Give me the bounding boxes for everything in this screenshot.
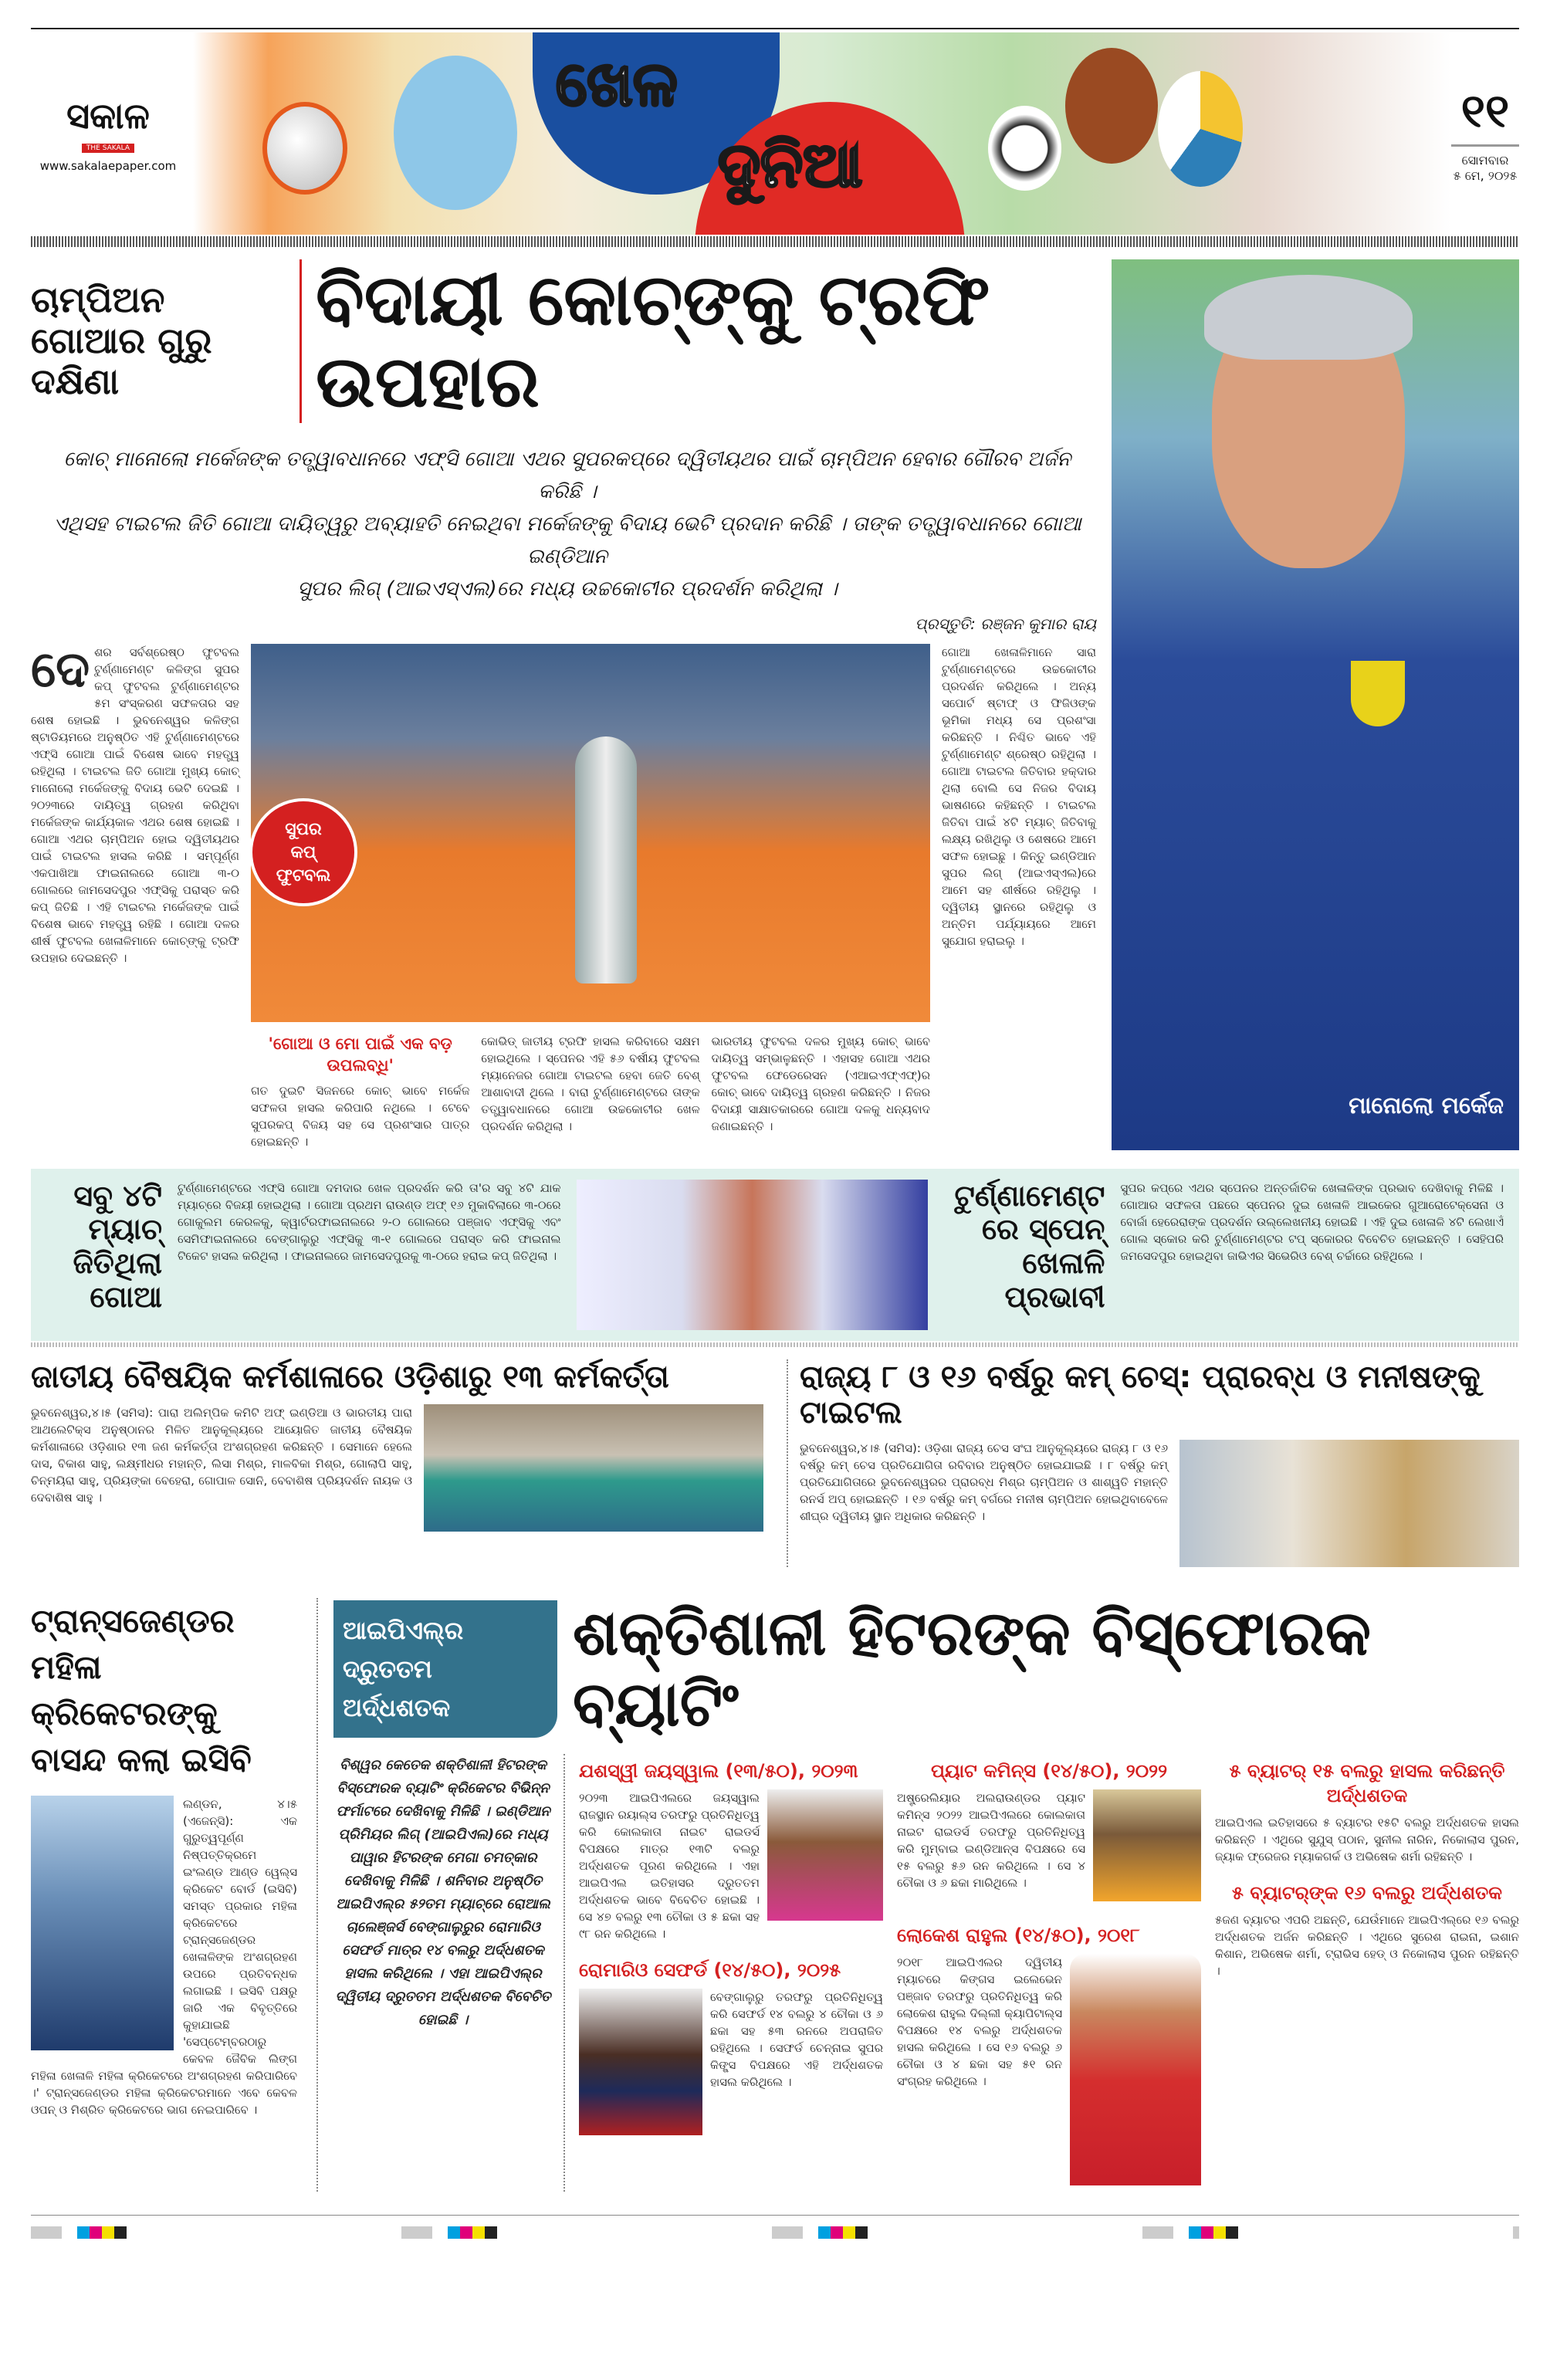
lead-left (31, 259, 1104, 1150)
lead-deck (46, 443, 1088, 605)
entry-title: ୫ ବ୍ୟାଟର୍ ୧୫ ବଲରୁ ହାସଲ କରିଛନ୍ତି ଅର୍ଦ୍ଧଶତକ (1229, 1759, 1505, 1806)
badge-line: କପ୍ (290, 842, 316, 862)
story-body (800, 1440, 1519, 1567)
lead-col1 (31, 641, 239, 1150)
badge-line: ସୁପର (285, 819, 322, 839)
section-title-2: ଦୁନିଆ (718, 129, 863, 201)
logo-subtext: THE SAKALA (82, 144, 134, 153)
story-headline: ଜାତୀୟ ବୈଷୟିକ କର୍ମଶାଳାରେ ଓଡ଼ିଶାରୁ ୧୩ କର୍ମକର୍ତ୍ତା (31, 1359, 669, 1395)
date: ୫ ମେ, ୨୦୨୫ (1453, 168, 1518, 183)
entry-text: ଅଷ୍ଟ୍ରେଲିୟାର ଅଲରାଉଣ୍ଡର ପ୍ୟାଟ କମିନ୍ସ ୨୦୨୨ ଆଇପିଏଲରେ କୋଲକାତା ନାଇଟ ରାଇଡର୍ସ ତରଫରୁ ପ୍ରତିନିଧିତ୍ୱ କରି ମୁମ୍ବାଇ ଇଣ୍ଡିଆନ୍ସ ବିପକ୍ଷରେ ସେ ୧୫ ବଲରୁ ୫୬ ରନ କରିଥିଲେ । ସେ ୪ ଚୌକା ଓ ୬ ଛକା ମାରିଥିଲେ । (897, 1790, 1085, 1890)
story-body (31, 1404, 763, 1532)
lead-col2: ଗତ ଦୁଇଟି ସିଜନରେ କୋଚ୍ ଭାବେ ମର୍କେଜ ସଫଳତା ହାସଲ କରିପାରି ନଥିଲେ । ଟେବେ ସୁପରକପ୍ ବିଜୟ ସହ ସେ ପ୍ରଶଂସାର ପାତ୍ର ହୋଇଛନ୍ତି । (251, 1083, 470, 1149)
sports-collage (394, 56, 517, 210)
lead-kicker: ଚାମ୍ପିଅନ ଗୋଆର ଗୁରୁ ଦକ୍ଷିଣା (31, 279, 212, 403)
chess-winners-photo (1179, 1440, 1519, 1567)
kicker-divider (300, 259, 302, 423)
side-story (31, 1598, 297, 2192)
ipl-headline: ଶକ୍ତିଶାଳୀ ହିଟରଙ୍କ ବିସ୍ଫୋରକ ବ୍ୟାଟିଂ (573, 1596, 1372, 1740)
entry-title: ରୋମାରିଓ ସେଫର୍ଡ (୧୪/୫୦), ୨୦୨୫ (579, 1959, 841, 1981)
football-icon (988, 106, 1061, 191)
ipl-section (316, 1598, 1519, 2192)
banner (193, 32, 1451, 235)
day: ସୋମବାର (1461, 152, 1509, 168)
ipl-col-b (897, 1754, 1201, 2192)
page-number: ୧୧ (1460, 83, 1510, 138)
press-conference-photo (577, 1180, 928, 1330)
ipl-col-a (579, 1754, 883, 2192)
lead-col1-text: ଶର ସର୍ବଶ୍ରେଷ୍ଠ ଫୁଟବଲ ଟୁର୍ଣ୍ଣାମେଣ୍ଟ କଳିଙ୍ଗ ସୁପର କପ୍ ଫୁଟବଲ ଟୁର୍ଣ୍ଣାମେଣ୍ଟର ୫ମ ସଂସ୍କରଣ ସଫଳତାର ସହ ଶେଷ ହୋଇଛି । ଭୁବନେଶ୍ୱର କଳିଙ୍ଗ ଷ୍ଟାଡିୟମରେ ଅନୁଷ୍ଠିତ ଏହି ଟୁର୍ଣ୍ଣାମେଣ୍ଟରେ ଏଫ୍‌ସି ଗୋଆ ପାଇଁ ବିଶେଷ ଭାବେ ମହତ୍ତ୍ୱ ରହିଥିଲା । ଟାଇଟଲ ଜିତି ଗୋଆ ମୁଖ୍ୟ କୋଚ୍ ମାନୋଲୋ ମର୍କେଜଙ୍କୁ ବିଦାୟ ଭେଟି ଦେଇଛି । ୨୦୨୩ରେ ଦାୟିତ୍ୱ ଗ୍ରହଣ କରିଥିବା ମର୍କେଜଙ୍କ କାର୍ଯ୍ୟକାଳ ଏଥର ଶେଷ ହୋଇଛି । ଗୋଆ ଏଥର ଚାମ୍ପିଅନ ହୋଇ ଦ୍ୱିତୀୟଥର ପାଇଁ ଟାଇଟଲ ହାସଲ କରିଛି । ସମ୍ପୂର୍ଣ୍ଣ ଏକପାଖିଆ ଫାଇନାଲରେ ଗୋଆ ୩-୦ ଗୋଲରେ ଜାମସେଦପୁର ଏଫ୍‌ସିକୁ ପରାସ୍ତ କରି କପ୍ ଜିତିଛି । ଏହି ଟାଇଟଲ ମର୍କେଜଙ୍କ ପାଇଁ ବିଶେଷ ଭାବେ ମହତ୍ତ୍ୱ ରହିଛି । ଗୋଆ ଦଳର ଶୀର୍ଷ ଫୁଟବଲ ଖେଳାଳିମାନେ କୋଚ୍‌ଙ୍କୁ ଟ୍ରଫି ଉପହାର ଦେଇଛନ୍ତି । (31, 645, 239, 965)
entry-text: ୨୦୧୮ ଆଇପିଏଲର ଦ୍ୱିତୀୟ ମ୍ୟାଚରେ କିଙ୍ଗସ ଇଲେଭେନ ପଞ୍ଜାବ ତରଫରୁ ପ୍ରତିନିଧିତ୍ୱ କରି ଲୋକେଶ ରାହୁଲ ଦିଲ୍ଲୀ କ୍ୟାପିଟାଲ୍ସ ବିପକ୍ଷରେ ୧୪ ବଲରୁ ଅର୍ଦ୍ଧଶତକ ହାସଲ କରିଥିଲେ । ସେ ୧୬ ବଲରୁ ୬ ଚୌକା ଓ ୪ ଛକା ସହ ୫୧ ରନ ସଂଗ୍ରହ କରିଥିଲେ । (897, 1955, 1062, 2088)
entry-text: ୨୦୨୩ ଆଇପିଏଲରେ ଜୟସ୍ୱାଲ ରାଜସ୍ଥାନ ରୟାଲ୍ସ ତରଫରୁ ପ୍ରତିନିଧିତ୍ୱ କରି କୋଲକାତା ନାଇଟ ରାଇଡର୍ସ ବିପକ୍ଷରେ ମାତ୍ର ୧୩ଟି ବଲରୁ ଅର୍ଦ୍ଧଶତକ ପୂରଣ କରିଥିଲେ । ଏହା ଆଇପିଏଲ ଇତିହାସର ଦ୍ରୁତତମ ଅର୍ଦ୍ଧଶତକ ଭାବେ ବିବେଚିତ ହୋଇଛି । ସେ ୪୭ ବଲରୁ ୧୩ ଚୌକା ଓ ୫ ଛକା ସହ ୯୮ ରନ କରିଥିଲେ । (579, 1790, 760, 1941)
jaiswal-photo (767, 1789, 883, 1921)
trophy-celebration-photo (251, 644, 930, 1022)
entry-text: ଆଇପିଏଲ ଇତିହାସରେ ୫ ବ୍ୟାଟର ୧୫ଟି ବଲରୁ ଅର୍ଦ୍ଧଶତକ ହାସଲ କରିଛନ୍ତି । ଏଥିରେ ସୁଯୁସ୍ ପଠାନ, ସୁନୀଲ ନାରିନ, ନିକୋଲାସ ପୁରନ, ଜ୍ୟାକ ଫ୍ରେଜର ମ୍ୟାକଗର୍କ ଓ ଅଭିଷେକ ଶର୍ମା ରହିଛନ୍ତି । (1215, 1815, 1519, 1864)
lead-body (31, 641, 1104, 1150)
cricket-ball-icon (262, 102, 347, 195)
lead-story (31, 259, 1519, 1150)
basketball-icon (1065, 48, 1158, 164)
page-info (1451, 84, 1519, 184)
top-rule (31, 28, 1519, 29)
lead-headline: ବିଦାୟୀ କୋଚ୍‌ଙ୍କୁ ଟ୍ରଫି ଉପହାର (316, 259, 990, 423)
trophy (575, 736, 637, 983)
lead-col4: ଭାରତୀୟ ଫୁଟବଲ ଦଳର ମୁଖ୍ୟ କୋଚ୍ ଭାବେ ଦାୟିତ୍ୱ ସମ୍ଭାଳୁଛନ୍ତି । ଏହାସହ ଗୋଆ ଏଥର ଫୁଟବଲ ଫେଡେରେସନ (ଏଆଇଏଫ୍ଏଫ୍)ର କୋଚ୍ ଭାବେ ଦାୟିତ୍ୱ ଗ୍ରହଣ କରିଛନ୍ତି । ନିଜର ବିଦାୟୀ ସାକ୍ଷାତକାରରେ ଗୋଆ ଦଳକୁ ଧନ୍ୟବାଦ ଜଣାଇଛନ୍ତି । (711, 1034, 930, 1133)
lead-middle (251, 644, 930, 1150)
ipl-intro: ବିଶ୍ୱର କେତେକ ଶକ୍ତିଶାଳୀ ହିଟରଙ୍କ ବିସ୍ଫୋରକ ବ୍ୟାଟିଂ କ୍ରିକେଟର ବିଭିନ୍ନ ଫର୍ମାଟରେ ଦେଖିବାକୁ ମିଳିଛି । ଇଣ୍ଡିଆନ ପ୍ରିମିୟର ଲିଗ୍ (ଆଇପିଏଲ)ରେ ମଧ୍ୟ ପାୱାର ହିଟରଙ୍କ ମେଗା ଚମତ୍କାର ଦେଖିବାକୁ ମିଳିଛି । ଶନିବାର ଅନୁଷ୍ଠିତ ଆଇପିଏଲ୍‌ର ୫୨ତମ ମ୍ୟାଚ୍‌ରେ ରୋଆଲ ଚାଲେଞ୍ଜର୍ସ ବେଙ୍ଗାଲୁରୁର ରୋମାରିଓ ସେଫର୍ଡ ମାତ୍ର ୧୪ ବଲରୁ ଅର୍ଦ୍ଧଶତକ ହାସଲ କରିଥିଲେ । ଏହା ଆଇପିଏଲ୍‌ର ଦ୍ୱିତୀୟ ଦ୍ରୁତତମ ଅର୍ଦ୍ଧଶତକ ବିବେଚିତ ହୋଇଛି । (333, 1754, 565, 2192)
page-info-divider (1451, 144, 1519, 147)
entry-text: ୫ଜଣ ବ୍ୟାଟର ଏପରି ଅଛନ୍ତି, ଯେଉଁମାନେ ଆଇପିଏଲ୍‌ରେ ୧୬ ବଲରୁ ଅର୍ଦ୍ଧଶତକ ଅର୍ଜନ କରିଛନ୍ତି । ଏଥିରେ ସୁରେଶ ରାଇନା, ଇଶାନ କିଶାନ, ଅଭିଷେକ ଶର୍ମା, ଟ୍ରାଭିସ ହେଡ୍ ଓ ନିକୋଲାସ ପୁରନ ରହିଛନ୍ତି । (1215, 1912, 1519, 1978)
feature-right-title: ଟୁର୍ଣ୍ଣାମେଣ୍ଟରେ ସ୍ପେନ୍ ଖେଳାଳି ପ୍ରଭାବୀ (954, 1178, 1105, 1314)
ipl-heading-row (333, 1598, 1519, 1740)
logo-text: ସକାଳ (66, 94, 150, 137)
stories-row (31, 1359, 1519, 1567)
print-color-marks (31, 2226, 1519, 2239)
entry-title: ଲୋକେଶ ରାହୁଲ (୧୪/୫୦), ୨୦୧୮ (897, 1924, 1140, 1946)
cummins-photo (1093, 1789, 1201, 1901)
workshop-group-photo (424, 1404, 763, 1532)
super-cup-badge (251, 798, 357, 906)
deck-line: ସୁପର ଲିଗ୍ (ଆଇଏସ୍ଏଲ)ରେ ମଧ୍ୟ ଉଚ୍ଚକୋଟୀର ପ୍ରଦର୍ଶନ କରିଥିଲା । (297, 577, 838, 601)
story (31, 1359, 763, 1567)
deck-line: କୋଚ୍ ମାନୋଲୋ ମର୍କେଜଙ୍କ ତତ୍ତ୍ୱାବଧାନରେ ଏଫ୍‌ସି ଗୋଆ ଏଥର ସୁପରକପ୍‌ରେ ଦ୍ୱିତୀୟଥର ପାଇଁ ଚାମ୍ପିଅନ ହେବାର ଗୌରବ ଅର୍ଜନ କରିଛି । (63, 447, 1071, 503)
feature-left-text: ଟୁର୍ଣ୍ଣାମେଣ୍ଟରେ ଏଫ୍‌ସି ଗୋଆ ଦମଦାର ଖେଳ ପ୍ରଦର୍ଶନ କରି ତା'ର ସବୁ ୪ଟି ଯାକ ମ୍ୟାଚ୍‌ରେ ବିଜୟୀ ହୋଇଥିଲା । ଗୋଆ ପ୍ରଥମ ରାଉଣ୍ଡ ଅଫ୍ ୧୬ ମୁକାବିଲାରେ ୩-୦ରେ ଗୋକୁଲମ କେରଳକୁ, କ୍ୱାର୍ଟରଫାଇନାଲରେ ୨-୦ ଗୋଲରେ ପଞ୍ଜାବ ଏଫ୍‌ସିକୁ ଏବଂ ସେମିଫାଇନାଲରେ ବେଙ୍ଗାଲୁରୁ ଏଫ୍‌ସିକୁ ୩-୧ ଗୋଲରେ ପରାସ୍ତ କରି ଫାଇନାଲ ଟିକେଟ ହାସଲ କରିଥିଲା । ଫାଇନାଲରେ ଜାମସେଦପୁରକୁ ୩-୦ରେ ହରାଇ କପ୍ ଜିତିଥିଲା । (178, 1180, 561, 1263)
entry-title: ୫ ବ୍ୟାଟର୍‌ଙ୍କ ୧୬ ବଲରୁ ଅର୍ଦ୍ଧଶତକ (1232, 1881, 1502, 1904)
pullquote: 'ଗୋଆ ଓ ମୋ ପାଇଁ ଏକ ବଡ଼ ଉପଲବ୍ଧି' (268, 1034, 452, 1075)
website: www.sakalaepaper.com (39, 158, 177, 173)
cricketer-photo (31, 1796, 174, 2050)
lead-col2-wrap (251, 1033, 469, 1150)
shepherd-photo (579, 1989, 702, 2135)
ipl-tag (333, 1600, 557, 1738)
coach-hair (1204, 275, 1413, 360)
masthead (31, 32, 1519, 235)
divider-strip (31, 1342, 1519, 1347)
story-text: ଭୁବନେଶ୍ୱର,୪।୫ (ସମିସ): ଓଡ଼ିଶା ରାଜ୍ୟ ଚେସ ସଂଘ ଆନୁକୂଲ୍ୟରେ ରାଜ୍ୟ ୮ ଓ ୧୬ ବର୍ଷରୁ କମ୍ ଚେସ ପ୍ରତିଯୋଗିତା ରବିବାର ଅନୁଷ୍ଠିତ ହୋଇଯାଇଛି । ୮ ବର୍ଷରୁ କମ୍ ପ୍ରତିଯୋଗିତାରେ ଭୁବନେଶ୍ୱରର ପ୍ରାରବ୍ଧ ମିଶ୍ର ଚାମ୍ପିଅନ ଓ ଶାଶ୍ୱତି ମହାନ୍ତି ରନର୍ସ ଅପ୍ ହୋଇଛନ୍ତି । ୧୬ ବର୍ଷରୁ କମ୍ ବର୍ଗରେ ମନୀଷ ଚାମ୍ପିଅନ ହୋଇଥିବାବେଳେ ଶୀଘ୍ର ଦ୍ୱିତୀୟ ସ୍ଥାନ ଅଧିକାର କରିଛନ୍ତି । (800, 1441, 1168, 1523)
club-crest-icon (1351, 661, 1405, 726)
section-title: ଖେଳ (556, 48, 678, 120)
ipl-tag-text: ଆଇପିଏଲ୍‌ର ଦ୍ରୁତତମ ଅର୍ଦ୍ଧଶତକ (343, 1615, 464, 1722)
feature-right-text: ସୁପର କପ୍‌ରେ ଏଥର ସ୍ପେନର ଅନ୍ତର୍ଜାତିକ ଖେଳାଳିଙ୍କ ପ୍ରଭାବ ଦେଖିବାକୁ ମିଳିଛି । ଗୋଆର ସଫଳତା ପଛରେ ସ୍ପେନର ଦୁଇ ଖେଳାଳି ଆଇକେର ଗୁଆରୋଟେକ୍ସେନା ଓ ବୋର୍ଜା ହେରେରାଙ୍କ ପ୍ରଦର୍ଶନ ଉଲ୍ଲେଖନୀୟ ହୋଇଛି । ଏହି ଦୁଇ ଖେଳାଳି ୪ଟି ଲେଖାଏଁ ଗୋଲ ସ୍କୋର କରି ଟୁର୍ଣ୍ଣାମେଣ୍ଟର ଟପ୍ ସ୍କୋରର ବିବେଚିତ ହୋଇଛନ୍ତି । ସେହିପରି ଜମସେଦପୁର ହୋଇଥିବା ଜାଭିଏର ସିଭେରିଓ ବେଶ୍ ଚର୍ଚ୍ଚାରେ ରହିଥିଲେ । (1120, 1180, 1504, 1263)
coach-photo (1112, 259, 1519, 1150)
side-story-text: ଲଣ୍ଡନ, ୪।୫ (ଏଜେନ୍ସି): ଏକ ଗୁରୁତ୍ୱପୂର୍ଣ୍ଣ ନିଷ୍ପତ୍ତିକ୍ରମେ ଇଂଲଣ୍ଡ ଆଣ୍ଡ ୱେଲ୍ସ କ୍ରିକେଟ ବୋର୍ଡ (ଇସିବି) ସମସ୍ତ ପ୍ରକାର ମହିଳା କ୍ରିକେଟରେ ଟ୍ରାନ୍ସଜେଣ୍ଡର ଖେଳାଳିଙ୍କ ଅଂଶଗ୍ରହଣ ଉପରେ ପ୍ରତିବନ୍ଧକ ଲଗାଇଛି । ଇସିବି ପକ୍ଷରୁ ଜାରି ଏକ ବିବୃତ୍ତିରେ କୁହାଯାଇଛି 'ସେପ୍ଟେମ୍ବରଠାରୁ କେବଳ ଜୈବିକ ଲିଙ୍ଗ ମହିଳା ଖେଳାଳି ମହିଳା କ୍ରିକେଟରେ ଅଂଶଗ୍ରହଣ କରିପାରିବେ ।' ଟ୍ରାନ୍ସଜେଣ୍ଡର ମହିଳା କ୍ରିକେଟରମାନେ ଏବେ କେବଳ ଓପନ୍ ଓ ମିଶ୍ରିତ କ୍ରିକେଟରେ ଭାଗ ନେଇପାରିବେ । (31, 1796, 297, 2117)
dropcap: ଦେ (31, 641, 90, 699)
photo-caption: ମାନୋଲୋ ମର୍କେଜ (1349, 1092, 1504, 1119)
feature-box (31, 1169, 1519, 1341)
lead-heading-row (31, 259, 1104, 423)
story (787, 1359, 1519, 1567)
side-story-headline: ଟ୍ରାନ୍ସଜେଣ୍ଡର ମହିଳା କ୍ରିକେଟରଙ୍କୁ ବାସନ୍ଦ କଲା ଇସିବି (31, 1601, 252, 1779)
ipl-col-c (1215, 1754, 1519, 2192)
lead-col5: ଗୋଆ ଖେଳାଳିମାନେ ସାରା ଟୁର୍ଣ୍ଣାମେଣ୍ଟରେ ଉଚ୍ଚକୋଟୀର ପ୍ରଦର୍ଶନ କରିଥିଲେ । ଅନ୍ୟ ସପୋର୍ଟ ଷ୍ଟାଫ୍ ଓ ଫିଜିଓଙ୍କ ଭୂମିକା ମଧ୍ୟ ସେ ପ୍ରଶଂସା କରିଛନ୍ତି । ନିଶ୍ଚିତ ଭାବେ ଏହି ଟୁର୍ଣ୍ଣାମେଣ୍ଟ ଶ୍ରେଷ୍ଠ ରହିଥିଲା । ଗୋଆ ଟାଇଟଲ ଜିତିବାର ହକ୍‌ଦାର ଥିଲା ବୋଲି ସେ ନିଜର ବିଦାୟ ଭାଷଣରେ କହିଛନ୍ତି । ଟାଇଟଲ ଜିତିବା ପାଇଁ ୪ଟି ମ୍ୟାଚ୍ ଜିତିବାକୁ ଲକ୍ଷ୍ୟ ରଖିଥିଲୁ ଓ ଶେଷରେ ଆମେ ସଫଳ ହୋଇଛୁ । କିନ୍ତୁ ଇଣ୍ଡିଆନ ସୁପର ଲିଗ୍ (ଆଇଏସ୍ଏଲ)ରେ ଆମେ ସହ ଶୀର୍ଷରେ ରହିଥିଲୁ । ଦ୍ୱିତୀୟ ସ୍ଥାନରେ ରହିଥିଲୁ ଓ ଅନ୍ତିମ ପର୍ଯ୍ୟାୟରେ ଆମେ ସୁଯୋଗ ହରାଇଲୁ । (942, 645, 1096, 948)
newspaper-page (31, 28, 1519, 2239)
entry-title: ଯଶସ୍ୱୀ ଜୟସ୍ୱାଲ (୧୩/୫୦), ୨୦୨୩ (579, 1759, 858, 1782)
byline: ପ୍ରସ୍ତୁତି: ରଞ୍ଜନ କୁମାର ରାୟ (915, 614, 1096, 633)
story-headline: ରାଜ୍ୟ ୮ ଓ ୧୬ ବର୍ଷରୁ କମ୍ ଚେସ୍: ପ୍ରାରବ୍ଧ ଓ ମନୀଷଙ୍କୁ ଟାଇଟଲ (800, 1359, 1481, 1430)
volleyball-icon (1158, 71, 1243, 187)
ipl-columns (333, 1754, 1519, 2192)
bottom-rule (31, 2215, 1519, 2216)
deck-line: ଏଥିସହ ଟାଇଟଲ ଜିତି ଗୋଆ ଦାୟିତ୍ୱରୁ ଅବ୍ୟାହତି ନେଇଥିବା ମର୍କେଜଙ୍କୁ ବିଦାୟ ଭେଟି ପ୍ରଦାନ କରିଛି । ତାଙ୍କ ତତ୍ତ୍ୱାବଧାନରେ ଗୋଆ ଇଣ୍ଡିଆନ (53, 512, 1081, 568)
lead-middle-columns (251, 1033, 930, 1150)
feature-left-title: ସବୁ ୪ଟି ମ୍ୟାଚ୍ ଜିତିଥିଲା ଗୋଆ (73, 1178, 162, 1314)
entry-title: ପ୍ୟାଟ କମିନ୍ସ (୧୪/୫୦), ୨୦୨୨ (930, 1759, 1168, 1782)
logo (31, 95, 185, 173)
badge-line: ଫୁଟବଲ (276, 865, 331, 885)
divider-strip (31, 236, 1519, 247)
entry-text: ବେଙ୍ଗାଲୁରୁ ତରଫରୁ ପ୍ରତିନିଧିତ୍ୱ କରି ସେଫର୍ଡ ୧୪ ବଲରୁ ୪ ଚୌକା ଓ ୬ ଛକା ସହ ୫୩ ରନରେ ଅପରାଜିତ ରହିଥିଲେ । ସେଫର୍ଡ ଚେନ୍ନାଇ ସୁପର କିଙ୍ଗ୍ସ ବିପକ୍ଷରେ ଏହି ଅର୍ଦ୍ଧଶତକ ହାସଲ କରିଥିଲେ । (710, 1989, 883, 2089)
kl-rahul-photo (1070, 1954, 1201, 2185)
story-text: ଭୁବନେଶ୍ୱର,୪।୫ (ସମିସ): ପାରା ଅଲିମ୍ପିକ କମିଟି ଅଫ୍ ଇଣ୍ଡିଆ ଓ ଭାରତୀୟ ପାରା ଆଥଲେଟିକ୍ସ ଅନୁଷ୍ଠାନର ମିଳିତ ଆନୁକୂଲ୍ୟରେ ଆୟୋଜିତ ଜାତୀୟ ବୈଷୟିକ କର୍ମଶାଳାରେ ଓଡ଼ିଶାର ୧୩ ଜଣ କର୍ମକର୍ତ୍ତା ଅଂଶଗ୍ରହଣ କରିଛନ୍ତି । ସେମାନେ ହେଲେ ଦାସ, ବିକାଶ ସାହୁ, ଲକ୍ଷ୍ମୀଧର ମହାନ୍ତି, ଲିସା ମିଶ୍ର, ମାଳବିକା ମିଶ୍ର, ଗୋଲାପି ସାହୁ, ଚିନ୍ମୟିରା ସାହୁ, ପ୍ରିୟଙ୍କା ବେହେରା, ଗୋପାଳ ସୋନି, ବେବାଶିଷ ପ୍ରିୟଦର୍ଶନ ନାୟକ ଓ ଦେବାଶିଷ ସାହୁ । (31, 1405, 412, 1505)
bottom-section (31, 1598, 1519, 2192)
lead-col3: କୋଭିଡ୍ ଜାତୀୟ ଟ୍ରଫି ହାସଲ କରିବାରେ ସକ୍ଷମ ହୋଇଥିଲେ । ସ୍ପେନର ଏହି ୫୬ ବର୍ଷୀୟ ଫୁଟବଲ ମ୍ୟାନେଜର ଗୋଆ ଟାଇଟଲ ହେବା ଜେତି ବେଶ୍ ଆଶାବାଦୀ ଥିଲେ । ବାରା ଟୁର୍ଣ୍ଣାମେଣ୍ଟରେ ତାଙ୍କ ତତ୍ତ୍ୱାବଧାନରେ ଗୋଆ ଉଚ୍ଚକୋଟୀର ଖେଳ ପ୍ରଦର୍ଶନ କରିଥିଲା । (481, 1034, 700, 1133)
